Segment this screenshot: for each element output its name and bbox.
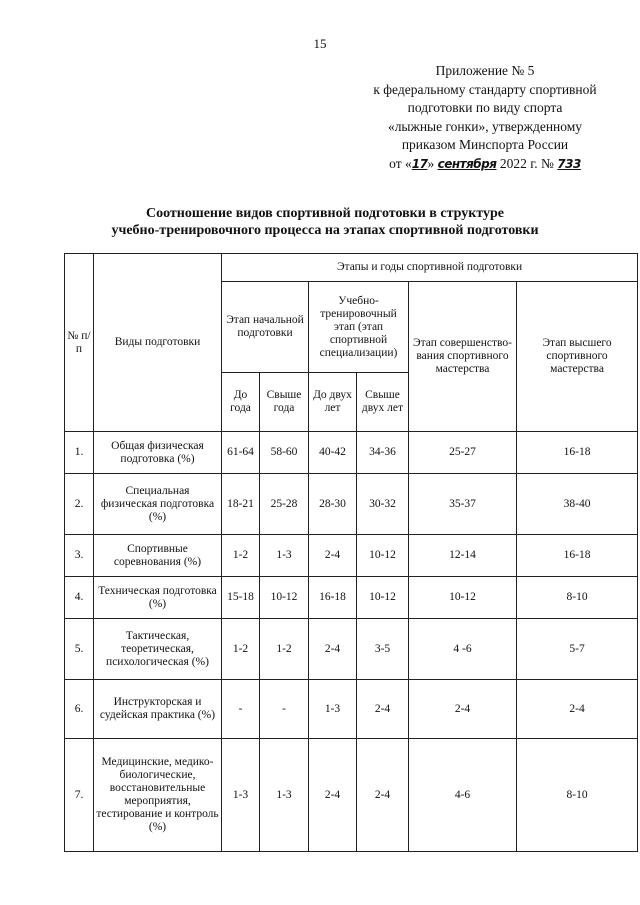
row-kind: Техническая подготовка (%) bbox=[94, 577, 222, 619]
title-line: учебно-тренировочного процесса на этапах спортивной подготовки bbox=[111, 223, 539, 238]
date-year: 2022 г. № bbox=[499, 155, 554, 171]
cell-value: 10-12 bbox=[409, 577, 517, 619]
table-row bbox=[65, 577, 638, 619]
cell-value: 25-28 bbox=[260, 474, 309, 535]
row-number: 3. bbox=[65, 535, 94, 577]
header-initial-stage: Этап начальной подготовки bbox=[222, 282, 309, 373]
cell-value: 34-36 bbox=[357, 432, 409, 474]
cell-value: 8-10 bbox=[517, 739, 638, 852]
cell-value: 2-4 bbox=[357, 680, 409, 739]
cell-value: 2-4 bbox=[357, 739, 409, 852]
date-prefix: от « bbox=[389, 155, 412, 171]
row-number: 2. bbox=[65, 474, 94, 535]
cell-value: 2-4 bbox=[309, 619, 357, 680]
appendix-line: «лыжные гонки», утвержденному bbox=[387, 118, 583, 134]
appendix-date-line bbox=[340, 155, 630, 174]
header-training-to-two: До двух лет bbox=[309, 373, 357, 432]
title-line: Соотношение видов спортивной подготовки в структуре bbox=[146, 206, 504, 221]
cell-value: 1-3 bbox=[260, 739, 309, 852]
table-row bbox=[65, 739, 638, 852]
row-number: 1. bbox=[65, 432, 94, 474]
page-number: 15 bbox=[313, 36, 327, 51]
appendix-line: приказом Минспорта России bbox=[401, 137, 569, 152]
handwritten-month: сентября bbox=[437, 156, 497, 171]
cell-value: 40-42 bbox=[309, 432, 357, 474]
row-number: 6. bbox=[65, 680, 94, 739]
cell-value: 2-4 bbox=[309, 739, 357, 852]
row-kind: Специальная физическая подготовка (%) bbox=[94, 474, 222, 535]
cell-value: 2-4 bbox=[309, 535, 357, 577]
cell-value: 28-30 bbox=[309, 474, 357, 535]
row-kind: Общая физическая подготовка (%) bbox=[94, 432, 222, 474]
cell-value: 16-18 bbox=[309, 577, 357, 619]
cell-value: 1-2 bbox=[222, 619, 260, 680]
header-highest-stage: Этап высшего спортивного мастерства bbox=[517, 282, 638, 432]
appendix-block bbox=[340, 62, 630, 173]
cell-value: 5-7 bbox=[517, 619, 638, 680]
appendix-line: подготовки по виду спорта bbox=[407, 100, 563, 115]
header-stages: Этапы и годы спортивной подготовки bbox=[222, 254, 638, 282]
cell-value: 61-64 bbox=[222, 432, 260, 474]
header-training-stage: Учебно-тренировочный этап (этап спортивной специализации) bbox=[309, 282, 409, 373]
table-row bbox=[65, 474, 638, 535]
header-row bbox=[65, 254, 638, 282]
table-row bbox=[65, 432, 638, 474]
cell-value: 3-5 bbox=[357, 619, 409, 680]
cell-value: 18-21 bbox=[222, 474, 260, 535]
cell-value: 2-4 bbox=[409, 680, 517, 739]
cell-value: 16-18 bbox=[517, 535, 638, 577]
table-row bbox=[65, 619, 638, 680]
training-ratio-table bbox=[64, 253, 638, 852]
header-initial-over-year: Свыше года bbox=[260, 373, 309, 432]
cell-value: - bbox=[260, 680, 309, 739]
cell-value: 10-12 bbox=[357, 577, 409, 619]
table-row bbox=[65, 535, 638, 577]
row-kind: Тактическая, теоретическая, психологическая (%) bbox=[94, 619, 222, 680]
handwritten-day: 17 bbox=[411, 156, 428, 171]
cell-value: - bbox=[222, 680, 260, 739]
row-number: 7. bbox=[65, 739, 94, 852]
date-mid: » bbox=[427, 155, 435, 171]
handwritten-number: 733 bbox=[557, 156, 581, 171]
header-perfection-stage: Этап совершенство-вания спортивного мастерства bbox=[409, 282, 517, 432]
cell-value: 2-4 bbox=[517, 680, 638, 739]
cell-value: 16-18 bbox=[517, 432, 638, 474]
appendix-line: к федеральному стандарту спортивной bbox=[373, 81, 597, 97]
cell-value: 1-2 bbox=[222, 535, 260, 577]
document-title bbox=[70, 205, 580, 239]
cell-value: 10-12 bbox=[357, 535, 409, 577]
table-row bbox=[65, 680, 638, 739]
row-kind: Инструкторская и судейская практика (%) bbox=[94, 680, 222, 739]
cell-value: 4 -6 bbox=[409, 619, 517, 680]
cell-value: 25-27 bbox=[409, 432, 517, 474]
row-kind: Медицинские, медико-биологические, восстановительные мероприятия, тестирование и контроль (%) bbox=[94, 739, 222, 852]
row-number: 5. bbox=[65, 619, 94, 680]
header-initial-to-year: До года bbox=[222, 373, 260, 432]
cell-value: 10-12 bbox=[260, 577, 309, 619]
cell-value: 38-40 bbox=[517, 474, 638, 535]
cell-value: 1-3 bbox=[222, 739, 260, 852]
header-training-over-two: Свыше двух лет bbox=[357, 373, 409, 432]
cell-value: 1-3 bbox=[260, 535, 309, 577]
cell-value: 1-3 bbox=[309, 680, 357, 739]
header-number: № п/п bbox=[65, 254, 94, 432]
cell-value: 35-37 bbox=[409, 474, 517, 535]
cell-value: 12-14 bbox=[409, 535, 517, 577]
header-kinds: Виды подготовки bbox=[94, 254, 222, 432]
row-number: 4. bbox=[65, 577, 94, 619]
cell-value: 4-6 bbox=[409, 739, 517, 852]
cell-value: 30-32 bbox=[357, 474, 409, 535]
row-kind: Спортивные соревнования (%) bbox=[94, 535, 222, 577]
cell-value: 58-60 bbox=[260, 432, 309, 474]
cell-value: 1-2 bbox=[260, 619, 309, 680]
cell-value: 8-10 bbox=[517, 577, 638, 619]
cell-value: 15-18 bbox=[222, 577, 260, 619]
appendix-title: Приложение № 5 bbox=[435, 63, 535, 78]
